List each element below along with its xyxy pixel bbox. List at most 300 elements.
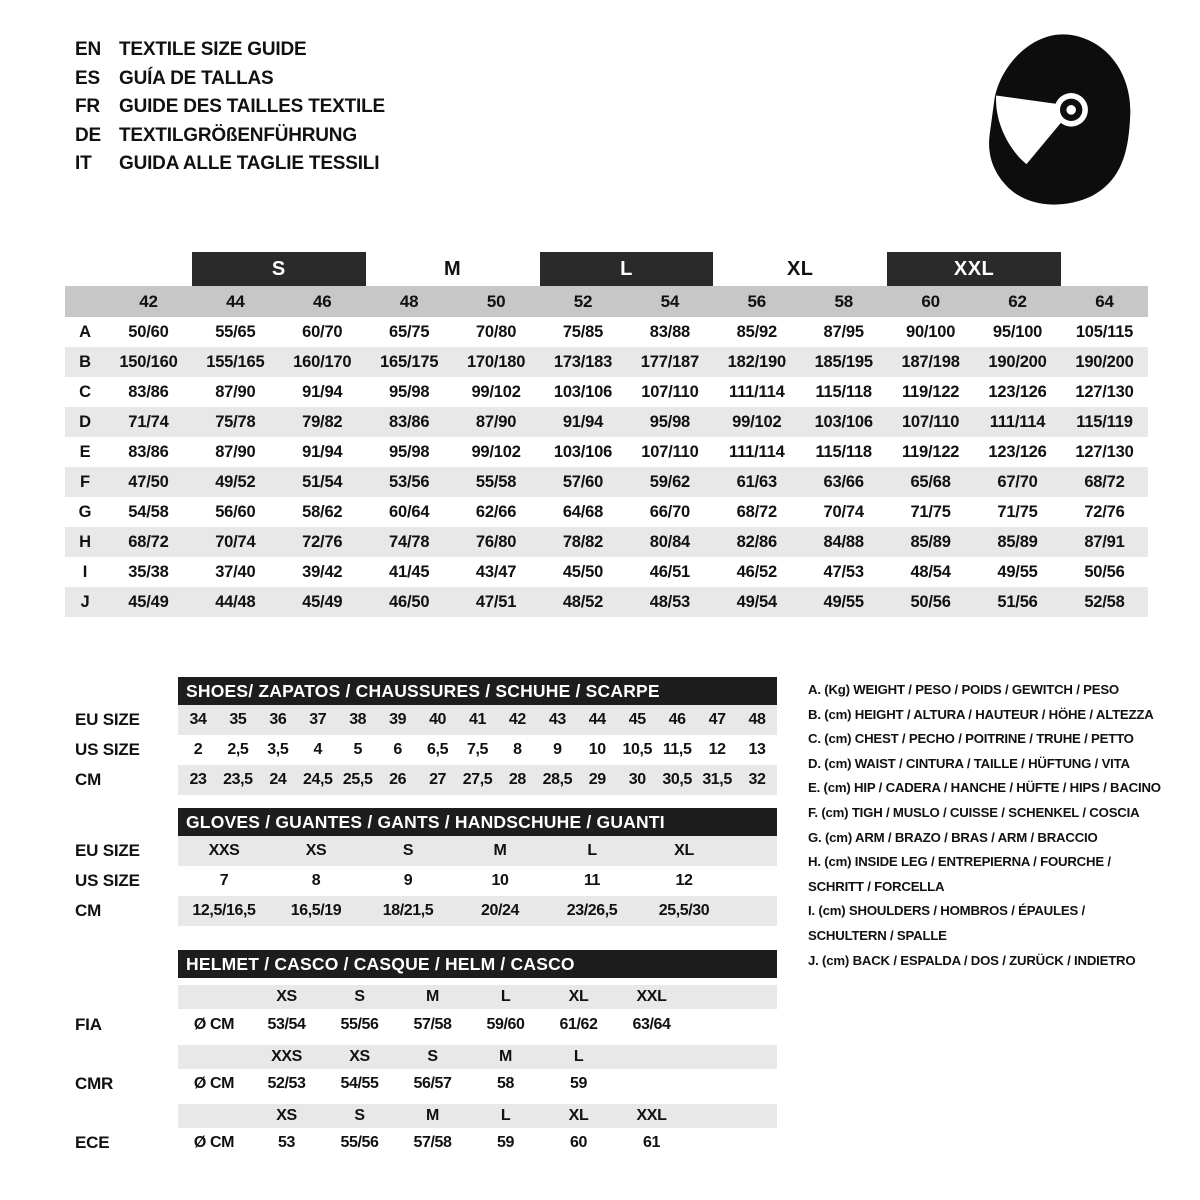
measure-letter: H [65,527,105,557]
measure-cell: 107/110 [641,382,699,401]
measure-cell: 67/70 [974,467,1061,497]
band-spacer [65,252,192,286]
language-list [75,36,385,179]
table-cell: 8 [311,872,321,889]
measure-cell: 79/82 [279,407,366,437]
measure-cell: 57/60 [540,467,627,497]
measure-cell: 99/102 [471,382,521,401]
corner-cell [65,286,105,317]
measure-row-f [65,467,1148,497]
measure-cell: 190/200 [1061,347,1148,377]
measure-cell: 72/76 [1084,502,1125,521]
table-cell: 10,5 [622,741,652,758]
table-cell: 12 [708,741,726,758]
measure-cell: 64/68 [562,502,604,521]
table-cell: 4 [313,741,322,758]
measure-cell: 75/85 [562,322,604,341]
shoes-eu-row [178,705,777,735]
measure-cell: 50/56 [887,587,974,617]
measure-cell: 55/58 [453,467,540,497]
table-cell: M [426,988,439,1005]
legend-item: A. (Kg) WEIGHT / PESO / POIDS / GEWITCH / PESO [808,682,1119,697]
measure-cell: 119/122 [901,382,960,401]
table-cell: 7 [219,872,229,889]
standard-label-ece: ECE [75,1133,110,1152]
table-cell: 39 [389,711,407,728]
measure-cell: 165/175 [366,347,453,377]
measure-cell: 95/98 [626,407,713,437]
measure-cell: 115/118 [815,442,872,461]
measure-cell: 95/98 [389,442,430,461]
measure-cell: 65/68 [887,467,974,497]
measure-cell: 107/110 [641,442,699,461]
measure-cell: 48/53 [626,587,713,617]
helmet-sizes-row-cmr [178,1045,777,1069]
table-cell: 23/26,5 [566,902,618,919]
measure-row-g [65,497,1148,527]
table-cell: XS [349,1048,370,1065]
table-cell: 31,5 [702,771,732,788]
table-cell: 8 [513,741,522,758]
measure-cell: 56/60 [215,502,256,521]
measure-row-c [65,377,1148,407]
measure-cell: 111/114 [729,442,785,461]
measure-cell: 68/72 [105,527,192,557]
table-cell: 5 [353,741,362,758]
table-cell: 44 [588,711,606,728]
table-cell: S [354,1107,365,1124]
gloves-table [178,808,777,926]
diameter-unit-label: Ø CM [193,1016,235,1033]
legend-item: C. (cm) CHEST / PECHO / POITRINE / TRUHE / PETTO [808,731,1134,747]
table-cell: 24 [269,771,287,788]
measure-cell: 63/66 [800,467,887,497]
measure-cell: 70/74 [823,502,864,521]
table-cell: 40 [429,711,447,728]
table-cell: 7,5 [466,741,489,758]
legend-item: I. (cm) SHOULDERS / HOMBROS / ÉPAULES / SCHULTERN / SPALLE [808,903,1085,943]
measure-cell: 95/100 [992,322,1043,341]
table-cell: 59/60 [486,1016,525,1033]
legend-item: F. (cm) TIGH / MUSLO / CUISSE / SCHENKEL / COSCIA [808,804,1140,820]
measure-cell: 99/102 [471,442,521,461]
measure-cell: 87/90 [215,382,256,401]
size-number-cell: 50 [453,286,540,317]
table-cell: S [354,988,365,1005]
measure-letter: E [79,442,91,461]
size-band-xxl: XXL [887,252,1061,286]
measure-cell: 54/58 [128,502,169,521]
shoes-us-row [178,735,777,765]
measure-cell: 39/42 [302,562,343,581]
gloves-eu-row [178,836,777,866]
measure-cell: 66/70 [649,502,691,521]
language-row [75,65,385,94]
row-label: EU SIZE [75,841,140,860]
table-cell: XS [276,1107,297,1124]
measure-cell: 91/94 [540,407,627,437]
helmet-table [178,950,777,1158]
gloves-row-labels [75,836,175,926]
measure-cell: 46/52 [736,562,777,581]
helmet-rows [178,978,777,1158]
measure-cell: 111/114 [729,382,785,401]
size-band-row [65,252,1148,286]
table-cell: 34 [189,711,207,728]
table-cell: 41 [468,711,486,728]
table-cell: 37 [309,711,327,728]
table-cell: M [493,842,507,859]
table-cell: 20/24 [480,902,520,919]
table-cell: M [499,1048,512,1065]
language-code: DE [75,124,101,146]
shoes-table [178,677,777,795]
measure-cell: 70/80 [475,322,517,341]
shoes-title-bar: SHOES/ ZAPATOS / CHAUSSURES / SCHUHE / SCARPE [178,677,777,705]
table-cell: L [500,988,511,1005]
table-cell: 35 [229,711,247,728]
measure-cell: 46/50 [366,587,453,617]
measure-cell: 127/130 [1075,382,1134,401]
table-cell: 59 [570,1075,587,1092]
measure-cell: 48/54 [910,562,951,581]
helmet-values-row-ece [178,1128,777,1158]
table-cell: 54/55 [340,1075,379,1092]
standard-label-fia: FIA [75,1015,102,1034]
racing-helmet-svg [975,30,1145,212]
table-cell: 12 [675,872,693,889]
main-size-table-body [65,252,1148,617]
helmet-sizes-row-ece [178,1104,777,1128]
measure-letter: I [82,562,88,581]
language-code: ES [75,67,100,89]
size-number-cell: 64 [1061,286,1148,317]
helmet-title-bar: HELMET / CASCO / CASQUE / HELM / CASCO [178,950,777,978]
size-number-cell: 46 [279,286,366,317]
measure-cell: 50/60 [128,322,169,341]
table-cell: 10 [588,741,606,758]
language-row [75,150,385,179]
size-number-cell: 60 [887,286,974,317]
measure-cell: 87/90 [453,407,540,437]
table-cell: 23 [189,771,207,788]
measure-cell: 35/38 [128,562,169,581]
table-cell: 24,5 [302,771,333,788]
measure-cell: 47/51 [453,587,540,617]
measure-row-i [65,557,1148,587]
measure-cell: 71/74 [105,407,192,437]
standard-label-cmr: CMR [75,1074,114,1093]
table-cell: 30 [628,771,646,788]
measure-cell: 80/84 [626,527,713,557]
main-size-table [65,252,1148,617]
measure-cell: 107/110 [887,407,974,437]
table-cell: 27 [429,771,447,788]
measure-row-d [65,407,1148,437]
language-row [75,36,385,65]
measure-cell: 43/47 [475,562,517,581]
measure-letter: F [65,467,105,497]
measure-cell: 68/72 [736,502,777,521]
measure-cell: 45/49 [279,587,366,617]
table-cell: XL [674,842,694,859]
measure-cell: 47/53 [823,562,864,581]
measure-cell: 62/66 [475,502,517,521]
measure-cell: 45/50 [562,562,604,581]
measure-cell: 72/76 [279,527,366,557]
table-cell: 56/57 [413,1075,452,1092]
size-number-cell: 58 [800,286,887,317]
table-cell: 25,5/30 [658,902,710,919]
measure-row-j [65,587,1148,617]
measure-cell: 103/106 [553,382,613,401]
table-cell: 11,5 [662,741,692,758]
helmet-sizes-row-fia [178,985,777,1009]
measure-cell: 51/54 [279,467,366,497]
measure-cell: 115/118 [815,382,872,401]
table-cell: L [587,842,597,859]
table-cell: 25,5 [342,771,373,788]
measure-row-b [65,347,1148,377]
table-cell: 63/64 [632,1016,671,1033]
row-label: US SIZE [75,871,140,890]
table-cell: 36 [269,711,287,728]
table-cell: 2 [193,741,203,758]
table-cell: 52/53 [267,1075,306,1092]
table-cell: 32 [748,771,766,788]
language-code: FR [75,96,100,117]
band-spacer [1061,252,1148,286]
measure-cell: 49/55 [800,587,887,617]
measure-cell: 185/195 [800,347,887,377]
measure-cell: 87/95 [823,322,864,341]
table-cell: 58 [497,1075,514,1092]
table-cell: XXL [636,1107,667,1124]
measure-cell: 51/56 [974,587,1061,617]
measure-cell: 49/52 [192,467,279,497]
table-cell: 6 [393,741,402,758]
measure-letter: D [65,407,105,437]
row-label: US SIZE [75,740,140,759]
measure-cell: 74/78 [366,527,453,557]
table-cell: 28,5 [542,771,573,788]
table-cell: 38 [349,711,367,728]
shoes-row-labels [75,705,175,795]
measure-cell: 41/45 [389,562,430,581]
table-cell: 18/21,5 [382,902,434,919]
measure-cell: 123/126 [988,382,1047,401]
size-number-cell: 56 [713,286,800,317]
legend-item: D. (cm) WAIST / CINTURA / TAILLE / HÜFTUNG / VITA [808,755,1130,771]
legend-item: J. (cm) BACK / ESPALDA / DOS / ZURÜCK / INDIETRO [808,952,1136,968]
measure-cell: 150/160 [105,347,192,377]
measure-cell: 50/56 [1084,562,1125,581]
size-band-l: L [540,252,714,286]
measure-cell: 119/122 [901,442,960,461]
size-number-cell: 48 [366,286,453,317]
size-band-xl: XL [786,257,814,280]
shoes-cm-row [178,765,777,795]
language-code: EN [75,39,101,60]
measure-cell: 84/88 [800,527,887,557]
racing-helmet-icon [975,30,1145,212]
measure-row-e [65,437,1148,467]
table-cell: 28 [508,771,526,788]
measure-cell: 60/64 [389,502,430,521]
table-cell: 16,5/19 [290,902,342,919]
measure-cell: 37/40 [215,562,256,581]
helmet-values-row-cmr [178,1069,777,1099]
measure-letter: A [79,322,91,341]
gloves-us-row [178,866,777,896]
table-cell: 46 [668,711,686,728]
measure-cell: 82/86 [713,527,800,557]
language-label: GUÍA DE TALLAS [119,67,274,89]
measure-cell: 83/88 [649,322,691,341]
size-number-cell: 42 [105,286,192,317]
measure-cell: 103/106 [553,442,613,461]
table-cell: 45 [628,711,646,728]
table-cell: XL [568,988,589,1005]
table-cell: 57/58 [413,1016,452,1033]
measure-cell: 87/90 [215,442,256,461]
measure-cell: 123/126 [988,442,1047,461]
table-cell: 60 [570,1134,587,1151]
measure-cell: 45/49 [105,587,192,617]
table-cell: 26 [389,771,407,788]
table-cell: S [427,1048,438,1065]
legend-item: H. (cm) INSIDE LEG / ENTREPIERNA / FOURCHE / SCHRITT / FORCELLA [808,854,1111,894]
table-cell: 53 [278,1134,295,1151]
language-label: GUIDA ALLE TAGLIE TESSILI [119,153,380,174]
table-cell: XS [276,988,297,1005]
table-cell: L [573,1048,584,1065]
size-number-cell: 52 [540,286,627,317]
measure-cell: 60/70 [302,322,343,341]
measure-cell: 44/48 [192,587,279,617]
row-label: CM [75,901,102,920]
table-cell: S [402,842,414,859]
measure-cell: 103/106 [800,407,887,437]
table-cell: XL [568,1107,589,1124]
measure-cell: 90/100 [905,322,956,341]
measure-letter: C [79,382,91,401]
size-number-cell: 62 [974,286,1061,317]
table-cell: XXS [208,842,240,859]
table-cell: 6,5 [427,741,449,758]
measurement-legend [808,678,1180,973]
table-cell: 29 [588,771,606,788]
language-row [75,122,385,151]
table-cell: XXL [636,988,667,1005]
table-cell: 55/56 [340,1016,379,1033]
measure-cell: 83/86 [128,382,169,401]
measure-cell: 53/56 [366,467,453,497]
gloves-title-bar: GLOVES / GUANTES / GANTS / HANDSCHUHE / GUANTI [178,808,777,836]
diameter-unit-label: Ø CM [193,1075,235,1092]
language-label: TEXTILGRÖßENFÜHRUNG [119,124,357,146]
measure-letter: G [78,502,92,521]
table-cell: 12,5/16,5 [192,902,256,919]
table-cell: 48 [748,711,766,728]
table-cell: 3,5 [267,741,289,758]
gloves-rows [178,836,777,926]
table-cell: XXS [271,1048,302,1065]
helmet-values-row-fia [178,1009,777,1041]
legend-item: E. (cm) HIP / CADERA / HANCHE / HÜFTE / HIPS / BACINO [808,780,1161,796]
language-row [75,93,385,122]
table-cell: 2,5 [227,741,249,758]
measure-cell: 182/190 [713,347,800,377]
measure-cell: 99/102 [713,407,800,437]
measure-letter: J [65,587,105,617]
measure-cell: 85/89 [887,527,974,557]
measure-cell: 95/98 [389,382,430,401]
measure-cell: 49/54 [713,587,800,617]
legend-item: B. (cm) HEIGHT / ALTURA / HAUTEUR / HÖHE / ALTEZZA [808,706,1154,722]
measure-cell: 105/115 [1075,322,1134,341]
row-label: EU SIZE [75,710,140,729]
measure-cell: 47/50 [105,467,192,497]
table-cell: L [500,1107,511,1124]
measure-cell: 65/75 [389,322,430,341]
measure-cell: 76/80 [453,527,540,557]
table-cell: 11 [583,872,601,889]
language-code: IT [75,153,92,174]
shoes-rows [178,705,777,795]
measure-cell: 87/91 [1061,527,1148,557]
measure-cell: 71/75 [997,502,1038,521]
size-band-s: S [192,252,366,286]
table-cell: XS [305,842,327,859]
measure-cell: 70/74 [192,527,279,557]
row-label: CM [75,770,102,789]
table-cell: 13 [748,741,766,758]
language-label: TEXTILE SIZE GUIDE [119,39,307,60]
measure-cell: 52/58 [1061,587,1148,617]
measure-cell: 49/55 [997,562,1038,581]
measure-cell: 155/165 [192,347,279,377]
measure-cell: 48/52 [540,587,627,617]
size-band-m: M [444,257,462,280]
measure-cell: 83/86 [366,407,453,437]
measure-cell: 170/180 [453,347,540,377]
table-cell: 27,5 [462,771,493,788]
size-number-cell: 44 [192,286,279,317]
size-number-row [65,286,1148,317]
measure-cell: 55/65 [215,322,256,341]
measure-row-a [65,317,1148,347]
table-cell: 30,5 [662,771,692,788]
table-cell: 53/54 [267,1016,306,1033]
table-cell: 10 [491,872,509,889]
diameter-unit-label: Ø CM [193,1134,235,1151]
table-cell: 47 [708,711,726,728]
measure-letter: B [65,347,105,377]
language-label: GUIDE DES TAILLES TEXTILE [119,96,385,117]
measure-cell: 91/94 [302,442,343,461]
table-cell: 42 [508,711,526,728]
measure-cell: 85/89 [974,527,1061,557]
table-cell: 9 [553,741,562,758]
table-cell: 61/62 [559,1016,598,1033]
table-cell: 23,5 [223,771,253,788]
measure-cell: 83/86 [128,442,169,461]
measure-cell: 187/198 [887,347,974,377]
table-cell: 61 [643,1134,660,1151]
measure-cell: 127/130 [1075,442,1134,461]
measure-cell: 46/51 [649,562,691,581]
